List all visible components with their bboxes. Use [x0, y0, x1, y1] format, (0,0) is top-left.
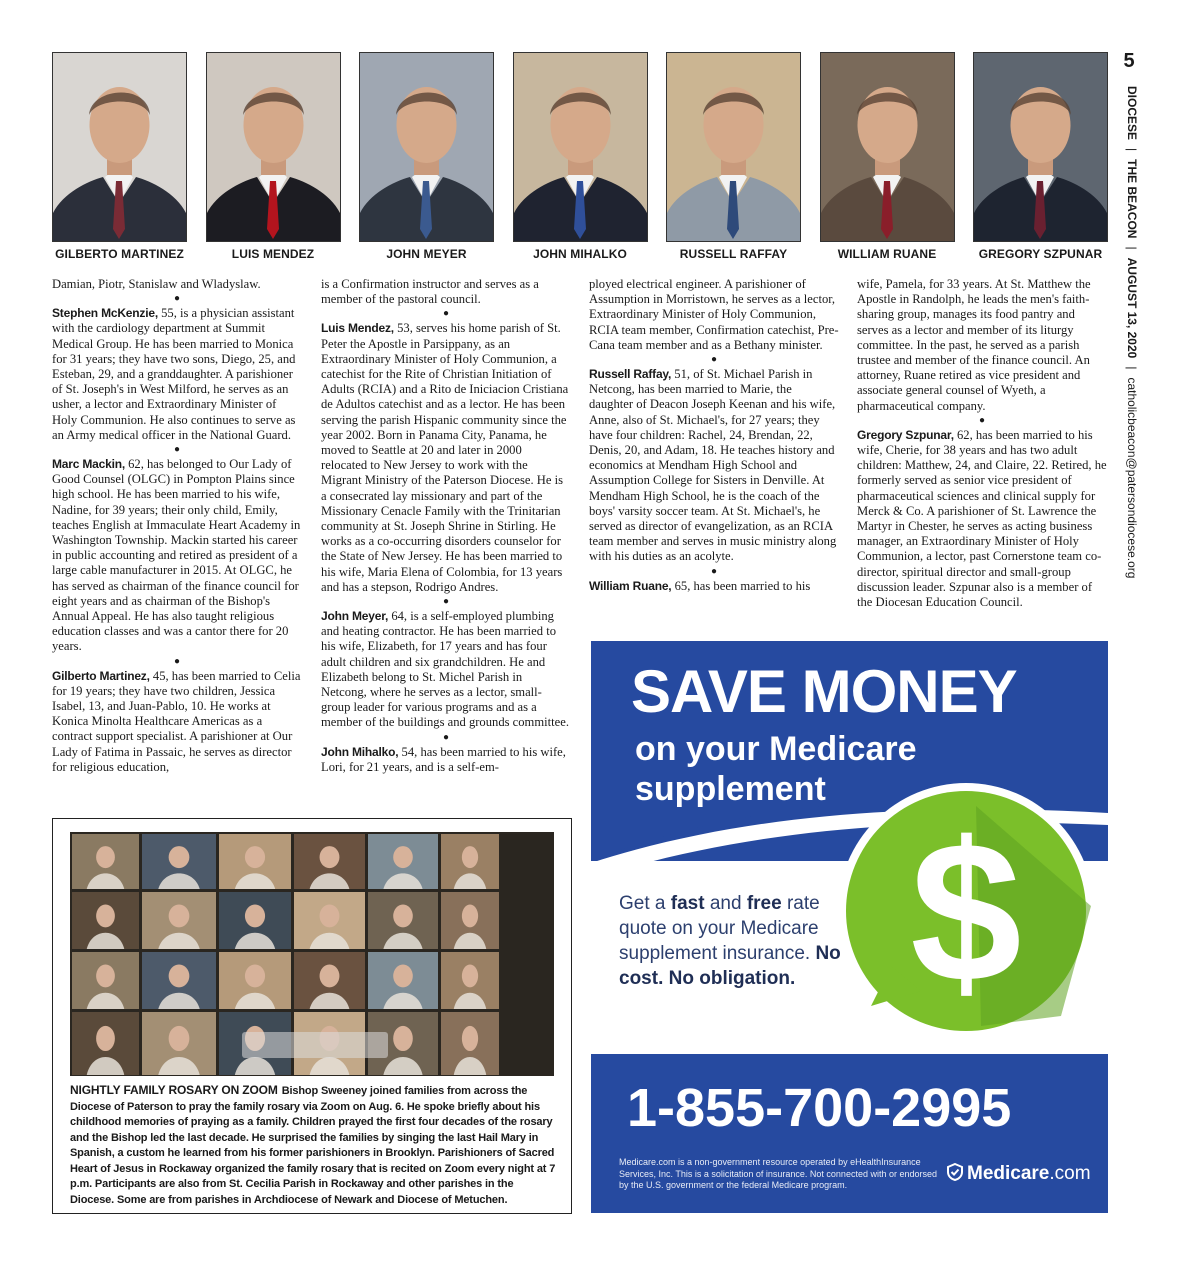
portrait-name: GREGORY SZPUNAR	[978, 247, 1103, 261]
paragraph	[52, 669, 302, 775]
rail-text-box	[1119, 86, 1139, 616]
video-tile	[219, 834, 291, 889]
video-tile	[219, 892, 291, 949]
rail-separator: |	[1125, 366, 1139, 370]
bio-lead-name: John Mihalko,	[321, 744, 399, 759]
bio-lead-name: William Ruane,	[589, 578, 672, 593]
bio-lead-name: John Meyer,	[321, 609, 389, 624]
portrait-name: JOHN MEYER	[386, 247, 467, 261]
page-number: 5	[1123, 50, 1135, 72]
article-column-2	[321, 277, 571, 775]
paragraph: Damian, Piotr, Stanislaw and Wladyslaw.	[52, 277, 261, 291]
ad-body	[619, 891, 849, 991]
ad-headline: SAVE MONEY	[631, 658, 1017, 725]
video-tile	[142, 1012, 216, 1075]
portrait-card	[973, 52, 1108, 261]
bio-lead-name: Luis Mendez,	[321, 321, 394, 336]
bio-text: 55, is a physician assistant with the cardiology department at Summit Medical Group. He has been married to Monica for 31 years; they have two sons, Diego, 25, and Esteban, 29, and a granddaughter. A parishioner of St. Joseph's in West Milford, he serves as an usher, a lector and Extraordinary Minister of Holy Communion. He also continues to serve as an Army medical officer in the National Guard.	[52, 306, 296, 442]
article-column-4	[857, 277, 1107, 610]
portrait-photo	[820, 52, 955, 242]
paragraph: wife, Pamela, for 33 years. At St. Matthew the Apostle in Randolph, he leads the men's faith-sharing group, manages its food pantry and serves as a lector and member of its liturgy committee. In the past, he served as a parish trustee and member of the finance council. An attorney, Ruane retired as vice president and associate general counsel of Wyeth, a pharmaceutical company.	[857, 277, 1091, 413]
portrait-card	[206, 52, 341, 261]
portrait-card	[666, 52, 801, 261]
ad-body-bold: No cost. No obligation.	[619, 943, 841, 989]
video-tile	[294, 834, 365, 889]
bullet-divider: ●	[442, 308, 450, 320]
portrait-card	[52, 52, 187, 261]
bio-lead-name: Russell Raffay,	[589, 367, 672, 382]
bullet-divider: ●	[710, 354, 718, 366]
paragraph	[589, 367, 839, 565]
video-tile	[294, 952, 365, 1009]
ad-body-bold: free	[746, 893, 782, 914]
bio-text: 53, serves his home parish of St. Peter the Apostle in Parsippany, as an Extraordinary Minister of Holy Communion, a catechist for the Rite of Christian Initiation of Adults (RCIA) and a Rito de Iniciacion Cristiana de Adultos catechist and as a lector. He has been serving the parish Hispanic community since the year 2002. Born in Panama City, Panama, he moved to Seattle at 20 and later in 2000 relocated to New Jersey to work with the Migrant Ministry of the Paterson Diocese. He is a consecrated lay missionary and part of the Missionary Cenacle Family with the Trinitarian community at St. Joseph Shrine in Stirling. He works as a co-occurring disorders counselor for the State of New Jersey. He has been married to his wife, Maria Elena of Colombia, for 13 years and has a stepson, Rodrigo Andres.	[321, 321, 569, 594]
bio-lead-name: Marc Mackin,	[52, 457, 125, 472]
paragraph	[589, 579, 839, 594]
video-tile	[72, 1012, 139, 1075]
bullet-divider: ●	[978, 414, 986, 426]
photo-caption	[70, 1083, 556, 1208]
rail-website: catholicbeacon@patersondiocese.org	[1125, 377, 1139, 579]
portrait-photo	[973, 52, 1108, 242]
video-tile	[72, 892, 139, 949]
rail-separator: |	[1125, 148, 1139, 152]
dollar-sign-icon	[831, 776, 1101, 1046]
bullet-divider: ●	[442, 731, 450, 743]
portrait-name: WILLIAM RUANE	[837, 247, 937, 261]
bio-text: 62, has been married to his wife, Cherie, for 38 years and has two adult children: Matthew, 24, and Claire, 22. Retired, he formerly served as senior vice president of pharmaceutical sciences and clinical supply for Merck & Co. A parishioner of St. Lawrence the Martyr in Chester, he serves as acting business manager, an Extraordinary Minister of Holy Communion, a lector, past Cornerstone team co-director, spiritual director and small-group discussion leader. Szpunar also is a member of the Diocesan Education Council.	[857, 427, 1107, 610]
portrait-card	[359, 52, 494, 261]
video-tile	[142, 952, 216, 1009]
ad-disclaimer: Medicare.com is a non-government resource operated by eHealthInsurance Services, Inc. This is a solicitation of insurance. Not connected with or endorsed by the U.S. government or the federal Medicare program.	[619, 1157, 937, 1190]
video-tile	[219, 952, 291, 1009]
portrait-name: JOHN MIHALKO	[533, 247, 627, 261]
rail-separator: |	[1125, 246, 1139, 250]
bio-text: 62, has belonged to Our Lady of Good Counsel (OLGC) in Pompton Plains since high school. He has been married to his wife, Nadine, for 39 years; their only child, Emily, teaches English at Immaculate Heart Academy in Washington Township. Mackin started his career in public accounting and retired as president of a large cable manufacturer in 2015. At OLGC, he has served as chairman of the finance council for eight years and as chairman of the Bishop's Annual Appeal. He has also taught religious education classes and was a cantor there for 20 years.	[52, 457, 301, 654]
side-rail	[1115, 50, 1145, 610]
portrait-name: RUSSELL RAFFAY	[679, 247, 788, 261]
portrait-card	[513, 52, 648, 261]
paragraph	[52, 457, 302, 655]
paragraph	[857, 428, 1107, 610]
article-column-1	[52, 277, 302, 775]
video-tile	[368, 892, 438, 949]
video-tile	[294, 892, 365, 949]
ad-phone-number[interactable]: 1-855-700-2995	[627, 1078, 1012, 1138]
article-column-3	[589, 277, 839, 594]
svg-text:$: $	[910, 801, 1022, 1024]
caption-title: NIGHTLY FAMILY ROSARY ON ZOOM	[70, 1083, 278, 1097]
caption-text: Bishop Sweeney joined families from across the Diocese of Paterson to pray the family rosary via Zoom on Aug. 6. He spoke briefly about his childhood memories of praying as a family. Children prayed the first four decades of the rosary and the Bishop led the last decade. He surprised the families by singing the last Hail Mary in Spanish, a custom he learned from his former parishioners in Brooklyn. Parishioners of Sacred Heart of Jesus in Rockaway organized the family rosary that is recited on Zoom every night at 7 p.m. Participants are also from St. Cecilia Parish in Rockaway and other parishes in the Diocese. Some are from parishes in Archdiocese of Newark and Diocese of Metuchen.	[70, 1085, 556, 1206]
bullet-divider: ●	[173, 293, 181, 305]
ad-body-bold: fast	[670, 893, 705, 914]
video-controls	[242, 1032, 388, 1058]
portrait-photo	[206, 52, 341, 242]
bio-lead-name: Stephen McKenzie,	[52, 306, 158, 321]
shield-check-icon	[947, 1163, 963, 1181]
rail-date: AUGUST 13, 2020	[1125, 257, 1139, 359]
bullet-divider: ●	[710, 565, 718, 577]
bio-lead-name: Gilberto Martinez,	[52, 668, 150, 683]
bullet-divider: ●	[442, 596, 450, 608]
video-tile	[142, 834, 216, 889]
video-tile	[72, 834, 139, 889]
portrait-card	[820, 52, 955, 261]
bio-text: 51, of St. Michael Parish in Netcong, has been married to Marie, the daughter of Deacon Joseph Keenan and his wife, Anne, also of St. Michael's, for 27 years; they have four children: Rachel, 24, Brendan, 22, Denis, 20, and Adam, 18. He teaches history and economics at Mendham High School and Assumption College for Sisters in Denville. At Mendham High School, he is the coach of the boys' varsity soccer team. At St. Michael's, he served as director of evangelization, as an RCIA team member and serves in music ministry along with his duties as an acolyte.	[589, 367, 837, 564]
video-tile	[441, 892, 499, 949]
medicare-advertisement	[591, 641, 1108, 1213]
video-tile	[142, 892, 216, 949]
bio-text: 45, has been married to Celia for 19 years; they have two children, Jessica Isabel, 13, and Juan-Pablo, 10. He works at Konica Minolta Healthcare Americas as a contract support specialist. A parishioner at Our Lady of Fatima in Passaic, he serves as director for religious education,	[52, 668, 301, 774]
logo-suffix: .com	[1049, 1163, 1091, 1184]
portrait-photo	[513, 52, 648, 242]
paragraph	[321, 745, 571, 775]
rosary-photo-box	[52, 818, 572, 1214]
ad-body-text: rate quote on your Medicare supplement insurance.	[619, 893, 820, 964]
portrait-photo	[666, 52, 801, 242]
video-tile	[441, 952, 499, 1009]
logo-wordmark: Medicare	[967, 1163, 1050, 1184]
bio-text: 54, has been married to his wife, Lori, for 21 years, and is a self-em-	[321, 744, 566, 774]
bio-lead-name: Gregory Szpunar,	[857, 427, 954, 442]
paragraph: ployed electrical engineer. A parishioner of Assumption in Morristown, he serves as a lector, Extraordinary Minister of Holy Communion, RCIA team member, Confirmation catechist, Pre-Cana team member and as a Bethany minister.	[589, 277, 839, 352]
bio-text: 65, has been married to his	[671, 578, 811, 593]
bullet-divider: ●	[173, 444, 181, 456]
video-tile	[368, 952, 438, 1009]
paragraph	[52, 306, 302, 443]
portrait-photo	[359, 52, 494, 242]
video-tile	[441, 834, 499, 889]
rail-publication: THE BEACON	[1125, 159, 1139, 239]
video-tile	[368, 834, 438, 889]
paragraph	[321, 321, 571, 595]
zoom-call-photo	[70, 832, 554, 1076]
portrait-row	[52, 52, 1102, 264]
ad-body-text: and	[704, 893, 747, 914]
rail-section: DIOCESE	[1125, 86, 1139, 141]
bullet-divider: ●	[173, 655, 181, 667]
bio-text: 64, is a self-employed plumbing and heating contractor. He has been married to his wife, Elizabeth, for 17 years and has four adult children and six grandchildren. He and Elizabeth belong to St. Michel Parish in Netcong, where he serves as a lector, small-group leader for various programs and as a member of the buildings and grounds committee.	[321, 609, 569, 730]
medicare-logo	[947, 1163, 1091, 1185]
portrait-name: LUIS MENDEZ	[231, 247, 315, 261]
ad-body-text: Get a	[619, 893, 671, 914]
paragraph	[321, 609, 571, 731]
video-tile	[72, 952, 139, 1009]
rail-text	[1125, 86, 1139, 616]
paragraph: is a Confirmation instructor and serves as a member of the pastoral council.	[321, 277, 539, 307]
ad-subheadline: on your Medicare supplement	[635, 730, 917, 808]
video-tile	[441, 1012, 499, 1075]
portrait-photo	[52, 52, 187, 242]
portrait-name: GILBERTO MARTINEZ	[55, 247, 184, 261]
